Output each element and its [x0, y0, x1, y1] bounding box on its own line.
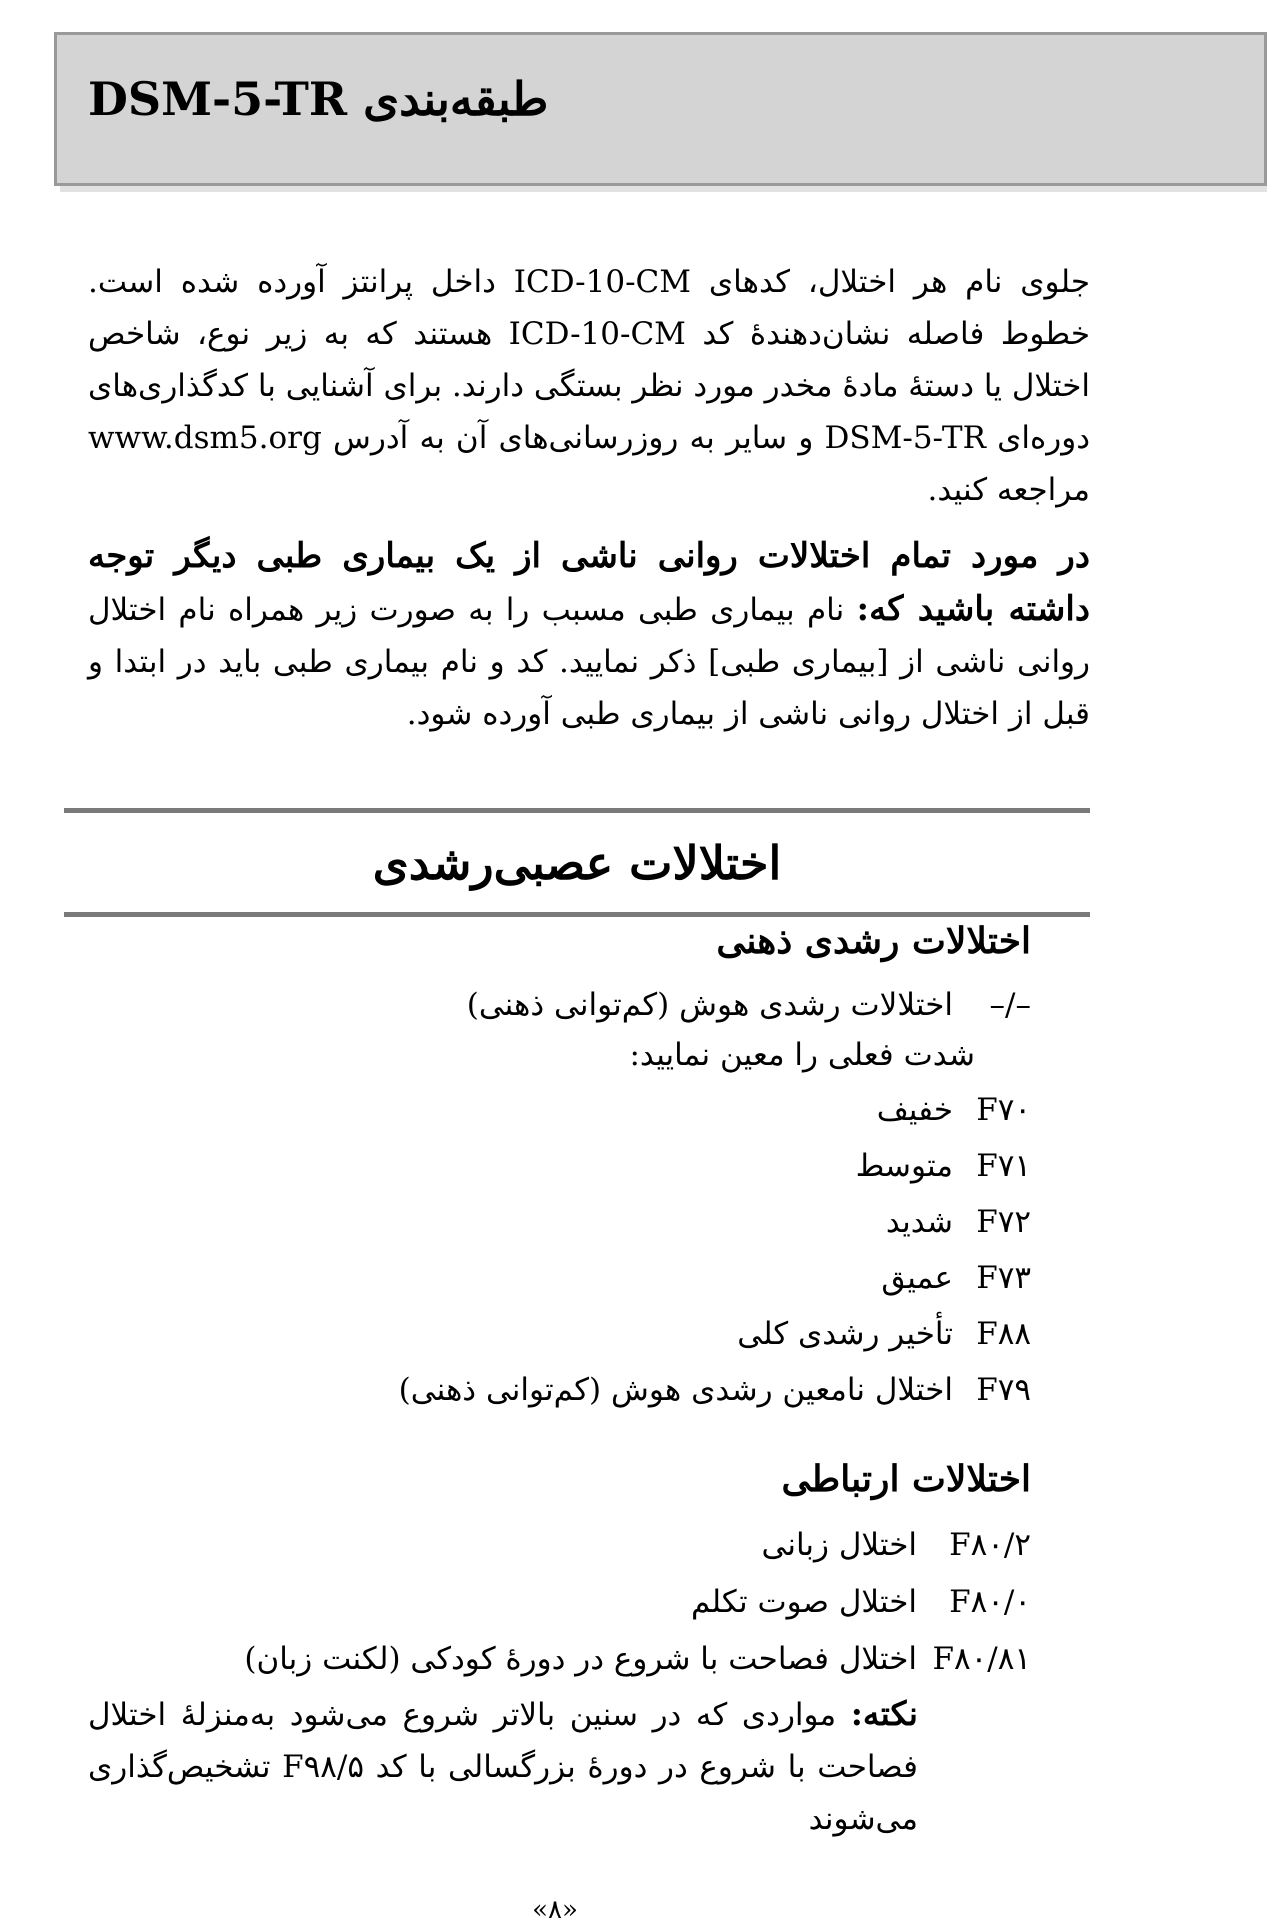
medical-condition-note-lead: در مورد تمام اختلالات روانی ناشی از یک بیماری طبی دیگر توجه داشته باشید که:	[88, 536, 1091, 629]
diagnosis-code: F۷۲	[976, 1204, 1031, 1240]
diagnosis-label: متوسط	[855, 1148, 953, 1184]
list-item	[881, 1253, 1031, 1303]
diagnosis-label: اختلال فصاحت با شروع در دورهٔ کودکی (لکنت زبان)	[244, 1641, 917, 1677]
page-number: «۸»	[532, 1895, 578, 1925]
list-item	[761, 1520, 1031, 1570]
medical-condition-note	[88, 530, 1090, 740]
diagnosis-code: F۷۰	[976, 1092, 1031, 1128]
diagnosis-code: F۸۰/۰	[949, 1584, 1031, 1620]
fluency-note-body: مواردی که در سنین بالاتر شروع می‌شود به‌منزلهٔ اختلال فصاحت با شروع در دورهٔ بزرگسالی با کد F۹۸/۵ تشخیص‌گذاری می‌شوند	[88, 1697, 918, 1837]
section-title: اختلالات عصبی‌رشدی	[372, 836, 782, 890]
diagnosis-label: تأخیر رشدی کلی	[737, 1316, 953, 1352]
medical-condition-note-body: نام بیماری طبی مسبب را به صورت زیر همراه نام اختلال روانی ناشی از [بیماری طبی] ذکر نمایید. کد و نام بیماری طبی باید در ابتدا و قبل از اختلال روانی ناشی از بیماری طبی آورده شود.	[88, 592, 1090, 732]
section-rule-top	[64, 808, 1090, 813]
diagnosis-label: عمیق	[881, 1260, 953, 1296]
fluency-note	[88, 1688, 918, 1845]
diagnosis-code: F۸۸	[976, 1316, 1031, 1352]
diagnosis-label: خفیف	[876, 1092, 953, 1128]
list-item	[467, 980, 1031, 1030]
diagnosis-label: اختلال زبانی	[761, 1527, 917, 1563]
specifier-instruction: شدت فعلی را معین نمایید:	[629, 1037, 975, 1073]
list-item	[244, 1634, 1031, 1684]
diagnosis-code: –/–	[989, 987, 1031, 1023]
diagnosis-code: F۷۳	[976, 1260, 1031, 1296]
list-item	[399, 1365, 1031, 1415]
intellectual-disabilities-heading: اختلالات رشدی ذهنی	[716, 920, 1031, 962]
diagnosis-code: F۷۹	[976, 1372, 1031, 1408]
page-header-title: طبقه‌بندی DSM-5-TR	[88, 72, 549, 126]
diagnosis-code: F۷۱	[976, 1148, 1031, 1184]
section-rule-bottom	[64, 912, 1090, 917]
list-item	[737, 1309, 1031, 1359]
list-item	[877, 1085, 1031, 1135]
list-item	[691, 1577, 1031, 1627]
list-item	[886, 1197, 1031, 1247]
diagnosis-label: اختلال نامعین رشدی هوش (کم‌توانی ذهنی)	[398, 1372, 953, 1408]
communication-disorders-heading: اختلالات ارتباطی	[781, 1458, 1031, 1500]
diagnosis-code: F۸۰/۸۱	[932, 1641, 1031, 1677]
intro-paragraph: جلوی نام هر اختلال، کدهای ICD-10-CM داخل پرانتز آورده شده است. خطوط فاصله نشان‌دهندهٔ کد ICD-10-CM هستند که به زیر نوع، شاخص اختلال یا دستهٔ مادهٔ مخدر مورد نظر بستگی دارند. برای آشنایی با کدگذاری‌های دوره‌ای DSM-5-TR و سایر به روزرسانی‌های آن به آدرس www.dsm5.org مراجعه کنید.	[88, 264, 1091, 508]
diagnosis-code: F۸۰/۲	[949, 1527, 1031, 1563]
diagnosis-label: اختلال صوت تکلم	[690, 1584, 917, 1620]
fluency-note-lead: نکته:	[850, 1694, 918, 1733]
diagnosis-label: اختلالات رشدی هوش (کم‌توانی ذهنی)	[466, 987, 953, 1023]
list-item	[856, 1141, 1031, 1191]
diagnosis-label: شدید	[885, 1204, 953, 1240]
